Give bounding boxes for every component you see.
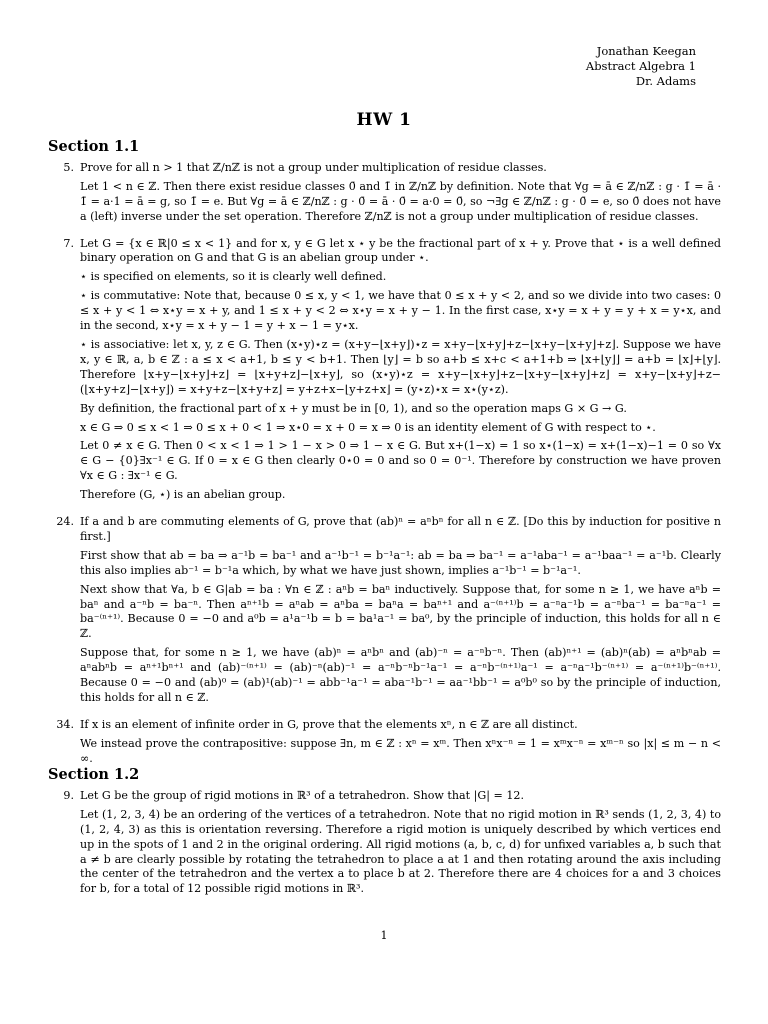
problem-number: 7. [63,236,74,250]
solution-paragraph: Next show that ∀a, b ∈ G|ab = ba : ∀n ∈ ℤ : aⁿb = baⁿ inductively. Suppose that, for some n ≥ 1, we have aⁿb = baⁿ and a⁻ⁿb = ba⁻ⁿ. Then aⁿ⁺¹b = aⁿab = aⁿba = baⁿa = baⁿ⁺¹ and a⁻⁽ⁿ⁺¹⁾b = a⁻ⁿa⁻¹b = a⁻ⁿba⁻¹ = ba⁻ⁿa⁻¹ = ba⁻⁽ⁿ⁺¹⁾. Because 0 = −0 and a⁰b = a¹a⁻¹b = b = ba¹a⁻¹ = ba⁰, by the principle of induction, this holds for all n ∈ ℤ. [80,582,721,641]
solution-paragraph: Therefore (G, ⋆) is an abelian group. [80,488,286,502]
problem-9 [48,789,721,897]
problem-34 [48,718,721,767]
solution-paragraph: Let (1, 2, 3, 4) be an ordering of the vertices of a tetrahedron. Note that no rigid motion in ℝ³ sends (1, 2, 3, 4) to (1, 2, 4, 3) as this is orientation reversing. Therefore a rigid motion is uniquely described by which vertices end up in the spots of 1 and 2 in the original ordering. All rigid motions (a, b, c, d) for unfixed variables a, b such that a ≠ b are clearly possible by rotating the tetrahedron to place a at 1 and then rotating around the axis including the center of the tetrahedron and the vertex a to place b at 2. Therefore there are 4 choices for a and 3 choices for b, for a total of 12 possible rigid motions in ℝ³. [80,807,721,896]
page-number: 1 [380,929,388,942]
solution-paragraph: Let 1 < n ∈ ℤ. Then there exist residue classes 0̄ and 1̄ in ℤ/nℤ by definition. Note that ∀g = ā ∈ ℤ/nℤ : g · 1̄ = ā · 1̄ = a·1 = ā = g, so 1̄ = e. But ∀g = ā ∈ ℤ/nℤ : g · 0̄ = ā · 0̄ = a·0 = 0̄, so ¬∃g ∈ ℤ/nℤ : g · 0̄ = e, so 0̄ does not have a (left) inverse under the set operation. Therefore ℤ/nℤ is not a group under multiplication of residue classes. [80,179,721,223]
solution-paragraph: Let 0 ≠ x ∈ G. Then 0 < x < 1 ⇒ 1 > 1 − x > 0 ⇒ 1 − x ∈ G. But x+(1−x) = 1 so x⋆(1−x) = x+(1−x)−1 = 0 so ∀x ∈ G − {0}∃x⁻¹ ∈ G. If 0 = x ∈ G then clearly 0⋆0 = 0 and so 0 = 0⁻¹. Therefore by construction we have proven ∀x ∈ G : ∃x⁻¹ ∈ G. [80,439,721,483]
solution-paragraph: x ∈ G ⇒ 0 ≤ x < 1 ⇒ 0 ≤ x + 0 < 1 ⇒ x⋆0 = x + 0 = x ⇒ 0 is an identity element of G with respect to ⋆. [80,420,656,434]
problem-24 [48,515,721,706]
solution-paragraph: Suppose that, for some n ≥ 1, we have (ab)ⁿ = aⁿbⁿ and (ab)⁻ⁿ = a⁻ⁿb⁻ⁿ. Then (ab)ⁿ⁺¹ = (ab)ⁿ(ab) = aⁿbⁿab = aⁿabⁿb = aⁿ⁺¹bⁿ⁺¹ and (ab)⁻⁽ⁿ⁺¹⁾ = (ab)⁻ⁿ(ab)⁻¹ = a⁻ⁿb⁻ⁿb⁻¹a⁻¹ = a⁻ⁿb⁻⁽ⁿ⁺¹⁾a⁻¹ = a⁻ⁿa⁻¹b⁻⁽ⁿ⁺¹⁾ = a⁻⁽ⁿ⁺¹⁾b⁻⁽ⁿ⁺¹⁾. Because 0 = −0 and (ab)⁰ = (ab)¹(ab)⁻¹ = abb⁻¹a⁻¹ = aba⁻¹b⁻¹ = aa⁻¹bb⁻¹ = a⁰b⁰ so by the principle of induction, this holds for all n ∈ ℤ. [80,646,721,704]
problem-7 [48,237,721,504]
course-name: Abstract Algebra 1 [585,59,696,73]
problem-number: 5. [63,160,74,174]
author-name: Jonathan Keegan [596,44,696,58]
document-title: HW 1 [356,110,412,130]
solution-paragraph: We instead prove the contrapositive: suppose ∃n, m ∈ ℤ : xⁿ = xᵐ. Then xⁿx⁻ⁿ = 1 = xᵐx⁻ⁿ = xᵐ⁻ⁿ so |x| ≤ m − n < ∞. [80,736,721,765]
problem-number: 34. [56,717,74,731]
solution-paragraph: ⋆ is specified on elements, so it is clearly well defined. [80,270,387,284]
problem-5 [48,161,721,225]
solution-paragraph: ⋆ is commutative: Note that, because 0 ≤ x, y < 1, we have that 0 ≤ x + y < 2, and so we divide into two cases: 0 ≤ x + y < 1 ⇔ x⋆y = x + y, and 1 ≤ x + y < 2 ⇔ x⋆y = x + y − 1. In the first case, x⋆y = x + y = y + x = y⋆x, and in the second, x⋆y = x + y − 1 = y + x − 1 = y⋆x. [80,289,721,333]
solution-paragraph: ⋆ is associative: let x, y, z ∈ G. Then (x⋆y)⋆z = (x+y−⌊x+y⌋)⋆z = x+y−⌊x+y⌋+z−⌊x+y−⌊x+y⌋+z⌋. Suppose we have x, y ∈ ℝ, a, b ∈ ℤ : a ≤ x < a+1, b ≤ y < b+1. Then ⌊y⌋ = b so a+b ≤ x+c < a+1+b ⇒ ⌊x+⌊y⌋⌋ = a+b = ⌊x⌋+⌊y⌋. Therefore ⌊x+y−⌊x+y⌋+z⌋ = ⌊x+y+z⌋−⌊x+y⌋, so (x⋆y)⋆z = x+y−⌊x+y⌋+z−⌊x+y−⌊x+y⌋+z⌋ = x+y−⌊x+y⌋+z−(⌊x+y+z⌋−⌊x+y⌋) = x+y+z−⌊x+y+z⌋ = y+z+x−⌊y+z+x⌋ = (y⋆z)⋆x = x⋆(y⋆z). [80,337,721,396]
problem-number: 24. [56,515,74,529]
problem-statement: Let G be the group of rigid motions in ℝ³ of a tetrahedron. Show that |G| = 12. [80,788,524,802]
problem-statement: Let G = {x ∈ ℝ|0 ≤ x < 1} and for x, y ∈ G let x ⋆ y be the fractional part of x + y. Prove that ⋆ is a well defined binary operation on G and that G is an abelian group under ⋆. [80,236,721,265]
problem-statement: Prove for all n > 1 that ℤ/nℤ is not a group under multiplication of residue classes. [80,160,547,174]
section-heading: Section 1.1 [48,138,140,155]
solution-paragraph: By definition, the fractional part of x + y must be in [0, 1), and so the operation maps G × G → G. [80,401,627,415]
section-1-2 [48,768,721,901]
problem-statement: If x is an element of infinite order in G, prove that the elements xⁿ, n ∈ ℤ are all distinct. [80,717,578,731]
problem-number: 9. [63,788,74,802]
problem-statement: If a and b are commuting elements of G, prove that (ab)ⁿ = aⁿbⁿ for all n ∈ ℤ. [Do this by induction for positive n first.] [80,515,721,543]
instructor-name: Dr. Adams [635,74,696,88]
solution-paragraph: First show that ab = ba ⇒ a⁻¹b = ba⁻¹ and a⁻¹b⁻¹ = b⁻¹a⁻¹: ab = ba ⇒ ba⁻¹ = a⁻¹aba⁻¹ = a⁻¹baa⁻¹ = a⁻¹b. Clearly this also implies ab⁻¹ = b⁻¹a which, by what we have just shown, implies a⁻¹b⁻¹ = b⁻¹a⁻¹. [80,548,721,577]
section-heading: Section 1.2 [48,766,140,783]
section-1-1 [48,140,721,771]
header-block [586,44,696,89]
